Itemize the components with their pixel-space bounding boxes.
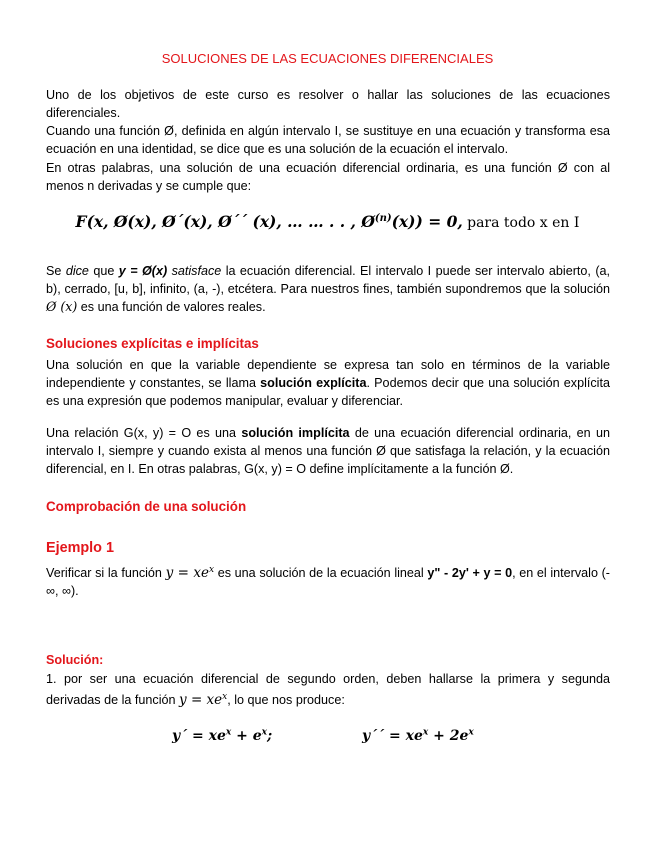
solution-paragraph	[46, 670, 610, 710]
heading-explicit-implicit: Soluciones explícitas e implícitas	[46, 336, 259, 351]
intro-paragraph-2: Cuando una función Ø, definida en algún intervalo I, se sustituye en una ecuación y transforma esa ecuación en una identidad, se dice que es una solución de la ecuación el intervalo.	[46, 124, 610, 157]
heading-check-solution: Comprobación de una solución	[46, 499, 247, 514]
example-ode: y" - 2y' + y = 0	[427, 566, 513, 581]
example-text-pre: Verificar si la función	[46, 566, 166, 581]
definition-dice: dice	[65, 264, 89, 278]
example-text-post: , en el intervalo (-∞, ∞).	[46, 566, 610, 599]
definition-text-post: la ecuación diferencial. El intervalo I puede ser intervalo abierto, (a, b), cerrado, [u, b], infinito, (a, -), etcétera. Para nuestros fines, también supondremos que la solución	[46, 264, 611, 297]
definition-y-eq: y = Ø(x)	[118, 264, 168, 278]
first-derivative-mid: + e	[231, 728, 262, 744]
first-derivative-exp1: x	[225, 727, 232, 738]
example-paragraph	[46, 561, 610, 601]
explicit-text-pre: Una solución en que la variable dependiente se expresa tan solo en términos de la variable independiente y constantes, se llama	[46, 358, 610, 391]
definition-que: que	[88, 264, 119, 278]
definition-text-pre: Se	[46, 264, 66, 278]
first-derivative-end: ;	[267, 728, 273, 744]
implicit-paragraph	[46, 424, 610, 479]
definition-phi-x: Ø (x)	[46, 299, 78, 315]
explicit-term: solución explícita	[260, 376, 367, 391]
explicit-paragraph	[46, 356, 610, 411]
definition-paragraph	[46, 262, 610, 317]
second-derivative	[362, 727, 474, 744]
definition-text-end: es una función de valores reales.	[77, 300, 266, 315]
second-derivative-exp1: x	[422, 727, 429, 738]
implicit-text-post: de una ecuación diferencial ordinaria, en un intervalo I, siempre y cuando exista al menos una función Ø que satisfaga la relación, y la ecuación diferencial, en I. En otras palabras, G(x, y) = O define implícitamente a la función Ø.	[46, 426, 610, 477]
solution-equation	[0, 212, 655, 232]
intro-paragraph-1: Uno de los objetivos de este curso es resolver o hallar las soluciones de las ecuaciones diferenciales.	[46, 88, 610, 121]
example-text-mid: es una solución de la ecuación lineal	[214, 566, 428, 581]
equation-args: (x, Ø(x), Ø´(x), Ø´´ (x), … … . . , Ø	[86, 212, 375, 231]
equation-nth: (n)	[374, 212, 392, 224]
second-derivative-exp2: x	[468, 727, 474, 738]
example-function: y = xe	[165, 565, 209, 582]
equation-args-end: (x)) = 0,	[391, 212, 463, 231]
heading-example-1: Ejemplo 1	[46, 540, 114, 556]
first-derivative-exp2: x	[261, 727, 268, 738]
first-derivative-lhs: y´ = xe	[172, 728, 226, 744]
example-function-exp: x	[209, 565, 215, 575]
equation-lhs: F	[75, 212, 87, 231]
intro-paragraph-3: En otras palabras, una solución de una ecuación diferencial ordinaria, es una función Ø con al menos n derivadas y se cumple que:	[46, 161, 610, 194]
first-derivative	[172, 727, 272, 744]
equation-condition: para todo x en I	[467, 215, 580, 231]
solution-text-pre: 1. por ser una ecuación diferencial de segundo orden, deben hallarse la primera y segunda derivadas de la función	[46, 672, 610, 708]
solution-function-exp: x	[222, 692, 228, 703]
solution-text-post: , lo que nos produce:	[227, 693, 345, 708]
page-title: SOLUCIONES DE LAS ECUACIONES DIFERENCIALES	[161, 51, 494, 66]
heading-solution: Solución:	[46, 653, 104, 667]
solution-function: y = xe	[179, 692, 223, 709]
second-derivative-lhs: y´´ = xe	[362, 728, 423, 744]
second-derivative-mid: + 2e	[428, 728, 469, 744]
explicit-text-post: . Podemos decir que una solución explícita es una expresión que podemos manipular, evaluar y diferenciar.	[46, 376, 610, 409]
implicit-term: solución implícita	[241, 426, 350, 440]
implicit-text-pre: Una relación G(x, y) = O es una	[46, 426, 242, 440]
definition-satisface: satisface	[171, 264, 222, 278]
